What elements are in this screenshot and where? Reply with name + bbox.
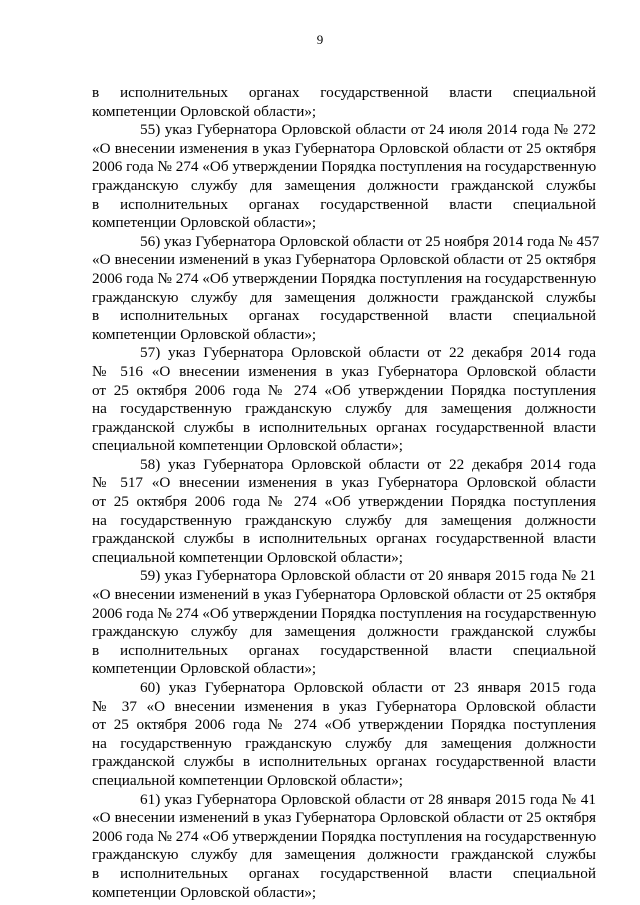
text-line: специальной компетенции Орловской области»; xyxy=(92,771,404,789)
text-line: специальной компетенции Орловской области»; xyxy=(92,437,404,455)
document-body xyxy=(92,84,600,902)
text-line: на государственную гражданскую службу для замещения должности xyxy=(92,734,596,752)
text-line: гражданскую службу для замещения должности гражданской службы xyxy=(92,846,596,864)
text-line: № 37 «О внесении изменения в указ Губернатора Орловской области xyxy=(92,697,596,715)
text-line: в исполнительных органах государственной власти специальной xyxy=(92,641,596,659)
text-line: компетенции Орловской области»; xyxy=(92,214,317,232)
text-line: в исполнительных органах государственной власти специальной xyxy=(92,864,596,882)
text-line: «О внесении изменений в указ Губернатора Орловской области от 25 октября xyxy=(92,251,596,269)
text-line: 2006 года № 274 «Об утверждении Порядка поступления на государственную xyxy=(92,604,597,622)
text-line: гражданскую службу для замещения должности гражданской службы xyxy=(92,288,596,306)
text-line: гражданской службы в исполнительных органах государственной власти xyxy=(92,418,596,436)
text-line: в исполнительных органах государственной власти специальной xyxy=(92,307,596,325)
text-line: компетенции Орловской области»; xyxy=(92,102,317,120)
text-line: специальной компетенции Орловской области»; xyxy=(92,548,404,566)
text-line: № 516 «О внесении изменения в указ Губернатора Орловской области xyxy=(92,362,596,380)
text-line: 59) указ Губернатора Орловской области от 20 января 2015 года № 21 xyxy=(140,567,596,585)
text-line: «О внесении изменений в указ Губернатора Орловской области от 25 октября xyxy=(92,809,596,827)
text-line: 60) указ Губернатора Орловской области от 23 января 2015 года xyxy=(140,679,596,696)
text-line: 55) указ Губернатора Орловской области от 24 июля 2014 года № 272 xyxy=(140,121,596,139)
text-line: гражданскую службу для замещения должности гражданской службы xyxy=(92,176,596,194)
text-line: в исполнительных органах государственной власти специальной xyxy=(92,84,596,101)
text-line: № 517 «О внесении изменения в указ Губернатора Орловской области xyxy=(92,474,596,492)
text-line: 56) указ Губернатора Орловской области от 25 ноября 2014 года № 457 xyxy=(140,232,600,250)
list-item-60 xyxy=(92,679,596,791)
text-line: гражданской службы в исполнительных органах государственной власти xyxy=(92,753,596,771)
text-line: «О внесении изменений в указ Губернатора Орловской области от 25 октября xyxy=(92,586,596,604)
text-line: компетенции Орловской области»; xyxy=(92,325,317,343)
list-item-56 xyxy=(92,232,600,345)
text-line: от 25 октября 2006 года № 274 «Об утверждении Порядка поступления xyxy=(92,716,596,734)
text-line: 61) указ Губернатора Орловской области от 28 января 2015 года № 41 xyxy=(140,790,596,808)
text-line: 2006 года № 274 «Об утверждении Порядка поступления на государственную xyxy=(92,269,597,287)
list-item-59 xyxy=(92,567,596,679)
text-line: на государственную гражданскую службу для замещения должности xyxy=(92,511,596,529)
text-line: от 25 октября 2006 года № 274 «Об утверждении Порядка поступления xyxy=(92,381,596,399)
text-line: 2006 года № 274 «Об утверждении Порядка поступления на государственную xyxy=(92,158,597,176)
text-line: гражданской службы в исполнительных органах государственной власти xyxy=(92,530,596,548)
text-line: 2006 года № 274 «Об утверждении Порядка поступления на государственную xyxy=(92,827,597,845)
list-item-61 xyxy=(92,791,596,903)
text-line: от 25 октября 2006 года № 274 «Об утверждении Порядка поступления xyxy=(92,493,596,511)
paragraph-continuation xyxy=(92,84,596,121)
list-item-57 xyxy=(92,344,596,456)
list-item-55 xyxy=(92,121,596,233)
list-item-58 xyxy=(92,456,596,568)
text-line: «О внесении изменения в указ Губернатора Орловской области от 25 октября xyxy=(92,139,596,157)
text-line: 58) указ Губернатора Орловской области от 22 декабря 2014 года xyxy=(140,455,596,473)
text-line: в исполнительных органах государственной власти специальной xyxy=(92,195,596,213)
text-line: на государственную гражданскую службу для замещения должности xyxy=(92,400,596,418)
text-line: гражданскую службу для замещения должности гражданской службы xyxy=(92,623,596,641)
page-number: 9 xyxy=(316,32,324,47)
text-line: компетенции Орловской области»; xyxy=(92,883,317,901)
text-line: 57) указ Губернатора Орловской области от 22 декабря 2014 года xyxy=(140,344,596,362)
text-line: компетенции Орловской области»; xyxy=(92,660,317,678)
